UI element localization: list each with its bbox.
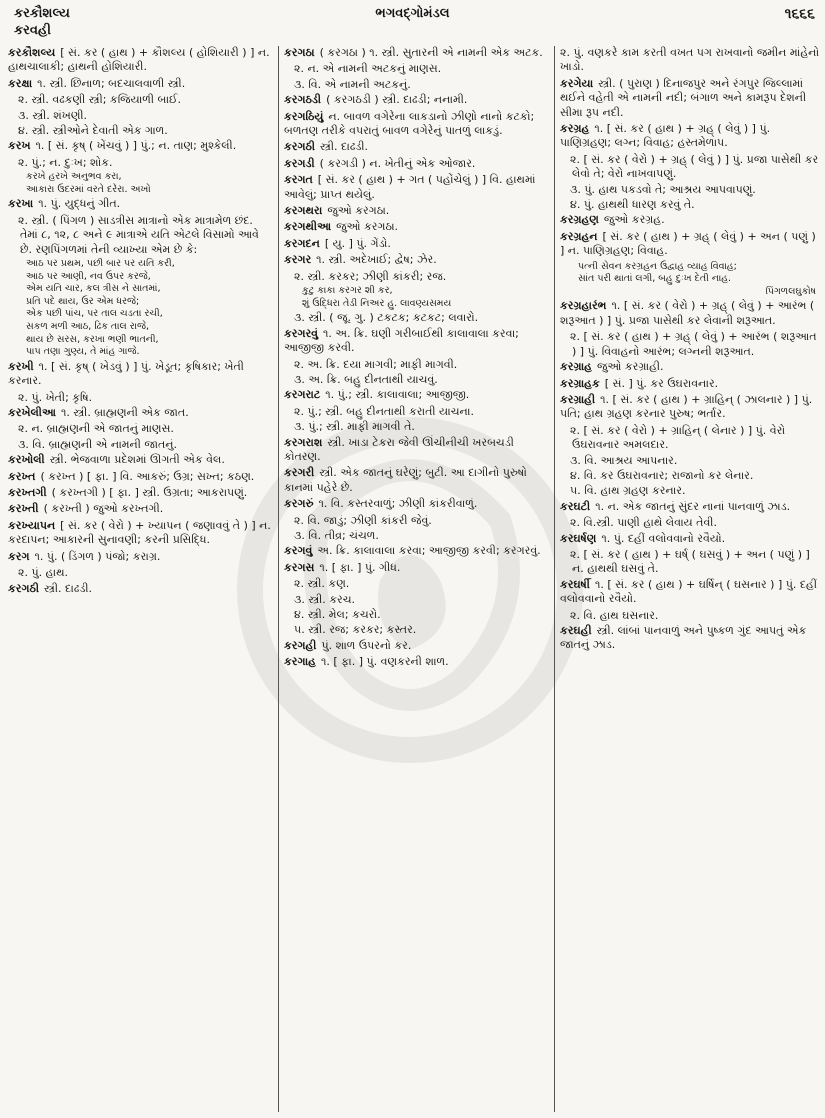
definition: ૧. [ સં. કૃષ્ ( ખેંચવું ) ] પું.; ન. તાણ; મુશ્કેલી. [35,139,237,153]
headword: કરગઠી [8,581,40,595]
dictionary-entry [560,77,820,120]
definition: ( કરખ્તગી ) [ ફા. ] સ્ત્રી. ઉગ્રતા; આકરાપણું. [51,486,248,500]
column-2 [284,46,550,1114]
sense: ૨. સ્ત્રી. વઢકણી સ્ત્રી; કજિયાળી બાઈ. [18,93,182,107]
headword: કરગ્રહ [560,122,590,136]
headword: કરગ [8,549,30,563]
headword: કરખ્ત [8,469,36,483]
headword: કરગઠી [284,140,316,154]
headword: કરગર [284,253,312,267]
headword: કરગથરા [284,204,323,218]
quotation-line: પત્ની સેવન કરગ્રહન ઉદ્વાહ વ્યાહ વિવાહ; [578,260,737,272]
dictionary-entry [560,299,820,328]
definition: પું. શાળ ઉપરનો કર. [321,638,412,652]
definition: જુઓ કરગ્રાહી. [597,360,664,374]
definition: [ સં. કર ( હાથ ) + ગ્રહ્ ( લેવું ) + અન ( પણું ) ] ન. પાણિગ્રહણ; વિવાહ. [560,229,816,258]
headword: કરગ્રાહક [560,376,600,390]
definition: સ્ત્રી. દાઢડી. [320,140,368,154]
headword: કરખ [8,139,31,153]
dictionary-entry [284,220,550,234]
headword: કરગેયા [560,76,594,90]
dictionary-entry [560,532,820,546]
headword: કરખ્તગી [8,486,47,500]
headword: કરગવું [284,544,313,558]
definition: ૧. [ સં. કર ( હાથ ) + ગ્રહ્ ( લેવું ) ] પું. પાણિગ્રહણ; લગ્ન; વિવાહ; હસ્તમેળાપ. [560,122,771,150]
headword: કરઘર્ષણ [560,531,597,545]
sense: ૨. પું. હાથ. [18,566,69,580]
dictionary-entry [284,253,550,267]
sense: ૩. વિ. તીવ્ર; ચંચળ. [294,528,379,542]
headword: કરગઠડી [284,93,322,107]
quotation-line: આઠ પર પ્રથમ, પછી બાર પર યતિ કરી, [26,258,175,270]
definition: ન. બાવળ વગેરેના લાકડાનો ઝીણો નાનો કટકો; બળતણ તરીકે વપરાતું બાવળ વગેરેનું પાતળું લાકડું. [284,109,535,138]
quotation-line: કુટુ કાકા કરગર શી કર, [302,285,393,297]
dictionary-entry [560,46,820,75]
dictionary-entry [560,122,820,151]
definition: ૧. પું. દહીં વલોવવાનો રવૈયો. [601,531,726,545]
sense: ૩. સ્ત્રી. શંખણી. [18,108,88,122]
dictionary-entry [8,470,274,484]
sense: ૨. વિ. જાડું; ઝીણી કાંકરી જેવું. [294,513,432,527]
definition: ૧. પું.; સ્ત્રી. કાલાવાલા; આજીજી. [325,388,470,402]
quotation-line: પ્રતિ પદે થાય, ઉર એમ ધરજે; [26,295,140,307]
sense: ૨. ન. એ નામની અટકનું માણસ. [294,62,442,76]
headword: કરગરું [284,497,314,511]
sense: ૨. અ. ક્રિ. દયા માગવી; માફી માગવી. [294,357,458,371]
definition: સ્ત્રી. ખાડા ટેકરા જેવી ઊંચીનીચી ખરબચડી કોતરણ. [284,435,514,463]
dictionary-entry [560,393,820,422]
sense: ૨. [ સં. કર ( વેરો ) + ગ્રાહિન્ ( લેનાર ) ] પું. વેરો ઉઘરાવનાર અમલદાર. [570,423,786,452]
sense: ૨. [ સં. કર ( વેરો ) + ગ્રહ્ ( લેવું ) ] પું. પ્રજા પાસેથી કર લેવો તે; વેરો નાખવાપણું. [570,152,819,181]
column-divider [554,46,555,1112]
dictionary-entry [8,46,274,75]
headword: કરખા [8,197,34,211]
sense: ૩. પું.; સ્ત્રી. માફી માગવી તે. [294,420,415,434]
sense: ૩. અ. ક્રિ. બહુ દીનતાથી યાચવું. [294,372,438,386]
column-3 [560,46,820,1114]
sense: ૫. સ્ત્રી. રજ; કરકર; કસ્તર. [294,623,417,637]
definition: ( કરખ્તી ) જુઓ કરખ્તગી. [43,502,164,516]
definition: ૨. પું. વણકરે કામ કરતી વખત પગ રાખવાનો જમીન માંહેનો ખાડો. [560,46,820,74]
sense: ૩. વિ. આશ્રય આપનાર. [570,453,678,467]
quotation-line: આકારા ઉદરમાં વરતે દરેરા. અખો [26,183,151,195]
sense: ૨. વિ.સ્ત્રી. પાણી હાથે લેવાય તેવી. [570,516,717,530]
definition: [ યુ. ] પું. ગેંડો. [324,236,391,250]
quotation-line: સકળ મળી આઠ, ઢિક તાલ રાજે, [26,321,150,333]
dictionary-entry [8,582,274,596]
page-header [0,0,825,44]
dictionary-entry [560,377,820,391]
quotation-line: કરખે હરખે અનુભવ કરા, [26,171,122,183]
quotation-line: એક પછી પાંચ, પર તાલ ચડતા રચી, [26,308,163,320]
headword: કરગરાટ [284,388,321,402]
headword: કરગહી [284,638,317,652]
definition: ( કરગડી ) ન. ખેતીનું એક ઓજાર. [319,156,476,170]
sense: ૩. સ્ત્રી. ( જૂ. ગુ. ) ટકટક; કટકટ; લવારો. [294,311,479,325]
headword: કરક્ષા [8,76,33,90]
definition: ૧. [ ફા. ] પું. ગીધ. [319,560,401,574]
headword: કરગ્રાહ [560,360,592,374]
definition: ૧. સ્ત્રી. બ્રાહ્મણની એક જાત. [60,406,189,420]
sense: ૨. પું.; ન. દુઃખ; શોક. [18,155,113,169]
quotation-line: આઠ પર આણી, નવ ઉપર કરજે, [26,270,151,282]
headword: કરગત [284,173,313,187]
definition: ૧. ન. એક જાતનું સુંદર નાનાં પાનવાળું ઝાડ. [595,499,791,513]
dictionary-entry [560,578,820,607]
headword: કરખ્યાપન [8,518,56,532]
definition: ૧. અ. ક્રિ. ઘણી ગરીબાઈથી કાલાવાલા કરવા; આજીજી કરવી. [284,326,519,355]
dictionary-entry [284,436,550,465]
dictionary-entry [284,93,550,107]
headword: કરઘર્ષી [560,577,590,591]
dictionary-entry [284,544,550,558]
dictionary-entry [284,327,550,356]
sense: ૪. પું. હાથથી ધારણ કરવું તે. [570,198,695,212]
sense: ૨. [ સં. કર ( હાથ ) + ગ્રહ્ ( લેવું ) + આરંભ ( શરૂઆત ) ] પું. વિવાહનો આરંભ; લગ્નની શરૂઆત. [570,330,817,358]
quotation [8,258,274,359]
sense: ૩. પું. હાથ પકડવો તે; આશ્રય આપવાપણું. [570,182,756,196]
dictionary-entry [8,486,274,500]
definition: ( કરગઠડી ) સ્ત્રી. દાઢડી; નનામી. [326,93,468,107]
definition: [ સં. ] પું. કર ઉઘરાવનાર. [604,376,719,390]
headword: કરગાહ [284,655,316,669]
headword: કરગ્રહારંભ [560,299,607,313]
sense: ૪. વિ. કર ઉઘરાવનાર; રાજાનો કર લેનાર. [570,468,754,482]
page-number: ૧૬૬૬ [784,6,815,22]
dictionary-entry [8,550,274,564]
headword: કરખોલી [8,453,45,467]
sense: ૫. વિ. હાથ ગ્રહણ કરનાર. [570,484,686,498]
headword: કરગદન [284,236,320,250]
dictionary-entry [284,140,550,154]
dictionary-entry [8,77,274,91]
dictionary-entry [284,466,550,495]
dictionary-entry [284,497,550,511]
headword: કરખેલીઆ [8,406,56,420]
quotation-line: થાય છે સરસ, કરખા ભણી ભાતની, [26,333,159,345]
dictionary-entry [8,502,274,516]
quotation-line: પાપ તણા ગુણ્ય, તે માંહ ગાજે. [26,346,140,358]
definition: ૧. સ્ત્રી. છિનાળ; બદચાલવાળી સ્ત્રી. [37,76,186,90]
sense: ૨. [ સં. કર ( હાથ ) + ઘર્ષ્ ( ઘસવું ) + અન ( પણું ) ] ન. હાથથી ઘસવું તે. [570,547,810,576]
definition: સ્ત્રી. એક જાતનું ઘરેણું; બુટી. આ દાગીનો પુરુષો કાનમાં પહેરે છે. [284,466,527,494]
definition: [ સં. કર ( વેરો ) + ખ્યાપન ( જણાવવું તે ) ] ન. કરદાપન; આકારની સુનાવણી; કરની પ્રસિદ્ધિ. [8,518,271,547]
dictionary-entry [8,453,274,467]
headword: કરગ્રહણ [560,213,599,227]
column-divider [278,46,279,1112]
sense: ૨. સ્ત્રી. કણ. [294,577,350,591]
definition: ૧. [ સં. કર ( હાથ ) + ગ્રાહિન્ ( ઝાલનાર ) ] પું. પતિ; હાથ ગ્રહણ કરનાર પુરુષ; ભર્તાર. [560,392,813,421]
sense: ૪. સ્ત્રી. મેલ; કચરો. [294,608,381,621]
header-first-word: કરકૌશલ્ય [14,6,70,21]
definition: જુઓ કરગ્રહ. [603,213,665,227]
sense: ૨. સ્ત્રી. કરકર; ઝીણી કાંકરી; રજ. [294,269,447,283]
headword: કરખી [8,359,34,373]
dictionary-entry [284,46,550,60]
dictionary-entry [284,639,550,653]
definition: ૧. [ સં. કર ( વેરો ) + ગ્રહ્ ( લેવું ) + આરંભ ( શરૂઆત ) ] પું. પ્રજા પાસેથી કર લેવાની શરૂઆત. [560,299,815,327]
headword: કરઘહી [560,624,592,637]
dictionary-entry [8,139,274,153]
headword: કરગડી [284,156,315,170]
quotation-source: પિંગળલઘુકોષ [765,285,816,297]
definition: સ્ત્રી. ભેજવાળા પ્રદેશમાં ઊગતી એક વેલ. [49,453,225,467]
dictionary-entry [284,237,550,251]
column-1 [8,46,274,1114]
definition: અ. ક્રિ. કાલાવાલા કરવા; આજીજી કરવી; કરગરવું. [317,544,541,558]
headword: કરગઠા [284,46,315,59]
quotation-line: સાંત પરી થાતાં લગી, બહુ દુઃખ દેતી નાહ. [578,273,732,285]
dictionary-entry [8,519,274,548]
definition: ૧. [ સં. કર ( હાથ ) + ઘર્ષિન્ ( ઘસનાર ) ] પું. દહીં વલોવવાનો રવૈયો. [560,577,817,606]
definition: જુઓ કરગઠા. [336,220,399,234]
headword: કરગ્રહન [560,229,598,243]
dictionary-entry [284,173,550,202]
sense: ૨. વિ. હાથ ઘસનાર. [570,608,659,622]
quotation [560,261,820,299]
definition: ( કરખ્ત ) [ ફા. ] વિ. આકરું; ઉગ્ર; સખ્ત; કઠણ. [40,469,255,483]
quotation-line: એમ યતિ ચાર, કલ ત્રીસ ને સાતમાં, [26,283,161,295]
headword: કરગ્રાહી [560,392,596,406]
definition: જુઓ કરગઠા. [327,204,390,218]
headword: કરગસ [284,560,315,574]
headword: કરઘટી [560,499,591,513]
definition: સ્ત્રી. લાંબાં પાનવાળું અને પુષ્કળ ગુંદ આપતું એક જાતનું ઝાડ. [560,624,807,652]
dictionary-entry [560,230,820,259]
running-title: ભગવદ્ગોમંડલ [375,6,450,21]
definition: ૧. [ ફા. ] પું. વણકરની શાળ. [321,655,449,669]
definition: [ સં. કર ( હાથ ) + ગત ( પહોંચેલું ) ] વિ. હાથમાં આવેલું; પ્રાપ્ત થયેલું. [284,173,536,201]
dictionary-entry [560,213,820,227]
headword: કરગરી [284,466,315,480]
definition: સ્ત્રી. દાઢડી. [44,581,92,595]
headword: કરગરવું [284,326,319,340]
definition: ( કરગઠા ) ૧. સ્ત્રી. સુતારની એ નામની એક અટક. [319,46,543,59]
dictionary-entry [560,360,820,374]
definition: ૧. પું. યુદ્ધનું ગીત. [38,197,121,211]
quotation [284,285,550,310]
headword: કરગઠિયું [284,109,324,123]
dictionary-entry [284,561,550,575]
sense: ૨. પું. ખેતી; કૃષિ. [18,390,93,404]
definition: ૧. સ્ત્રી. અદેખાઈ; દ્વેષ; ઝેર. [316,253,437,267]
sense: ૩. સ્ત્રી. કરચ. [294,592,356,606]
dictionary-entry [284,655,550,669]
sense: ૩. વિ. એ નામની અટકનું. [294,77,411,91]
dictionary-entry [560,624,820,653]
sense: ૨. સ્ત્રી. ( પિંગળ ) સાડત્રીસ માત્રાનો એક માત્રામેળ છંદ. તેમાં ૮, ૧૨, ૮ અને ૯ માત્રાએ યતિ એટલે વિસામો આવે છે. રણપિંગળમાં તેની વ્યાખ્યા એમ છે કે: [18,213,259,256]
definition: ૧. વિ. કસ્તરવાળું; ઝીણી કાંકરીવાળું. [318,497,478,511]
sense: ૪. સ્ત્રી. સ્ત્રીઓને દેવાતી એક ગાળ. [18,124,168,138]
definition: ૧. [ સં. કૃષ્ ( ખેડવું ) ] પું. ખેડૂત; કૃષિકાર; ખેતી કરનાર. [8,359,244,388]
headword: કરગથીઆ [284,220,332,234]
dictionary-entry [8,406,274,420]
headword: કરખ્તી [8,502,39,516]
headword: કરકૌશલ્ય [8,46,56,59]
dictionary-entry [284,157,550,171]
sense: ૨. પું.; સ્ત્રી. બહુ દીનતાથી કરાતી યાચના. [294,404,474,418]
dictionary-entry [284,388,550,402]
dictionary-entry [284,110,550,139]
dictionary-entry [284,204,550,218]
definition: સ્ત્રી. ( પુરાણ ) દિનાજપુર અને રંગપુર જિલ્લામાં થઈને વહેતી એ નામની નદી; બંગાળ અને કામરૂપ દેશની સીમા રૂપ નદી. [560,76,807,119]
sense: ૩. વિ. બ્રાહ્મણની એ નામની જાતનું. [18,437,177,451]
dictionary-entry [8,197,274,211]
quotation [8,171,274,196]
dictionary-entry [560,500,820,514]
sense: ૨. ન. બ્રાહ્મણની એ જાતનું માણસ. [18,422,174,436]
definition: ૧. પું. ( ડિંગળ ) પંજો; કરાગ્ર. [34,549,161,563]
quotation-line: શું ઉદ્ધિરા તેડી નિઅર હુ. લાવણ્યસમય [302,297,452,309]
definition: [ સં. કર ( હાથ ) + કૌશલ્ય ( હોશિયારી ) ] ન. હાથચાલાકી; હાથની હોશિયારી. [8,46,270,74]
headword: કરગરાશ [284,435,323,449]
dictionary-entry [8,360,274,389]
header-last-word: કરવહી [14,23,51,38]
